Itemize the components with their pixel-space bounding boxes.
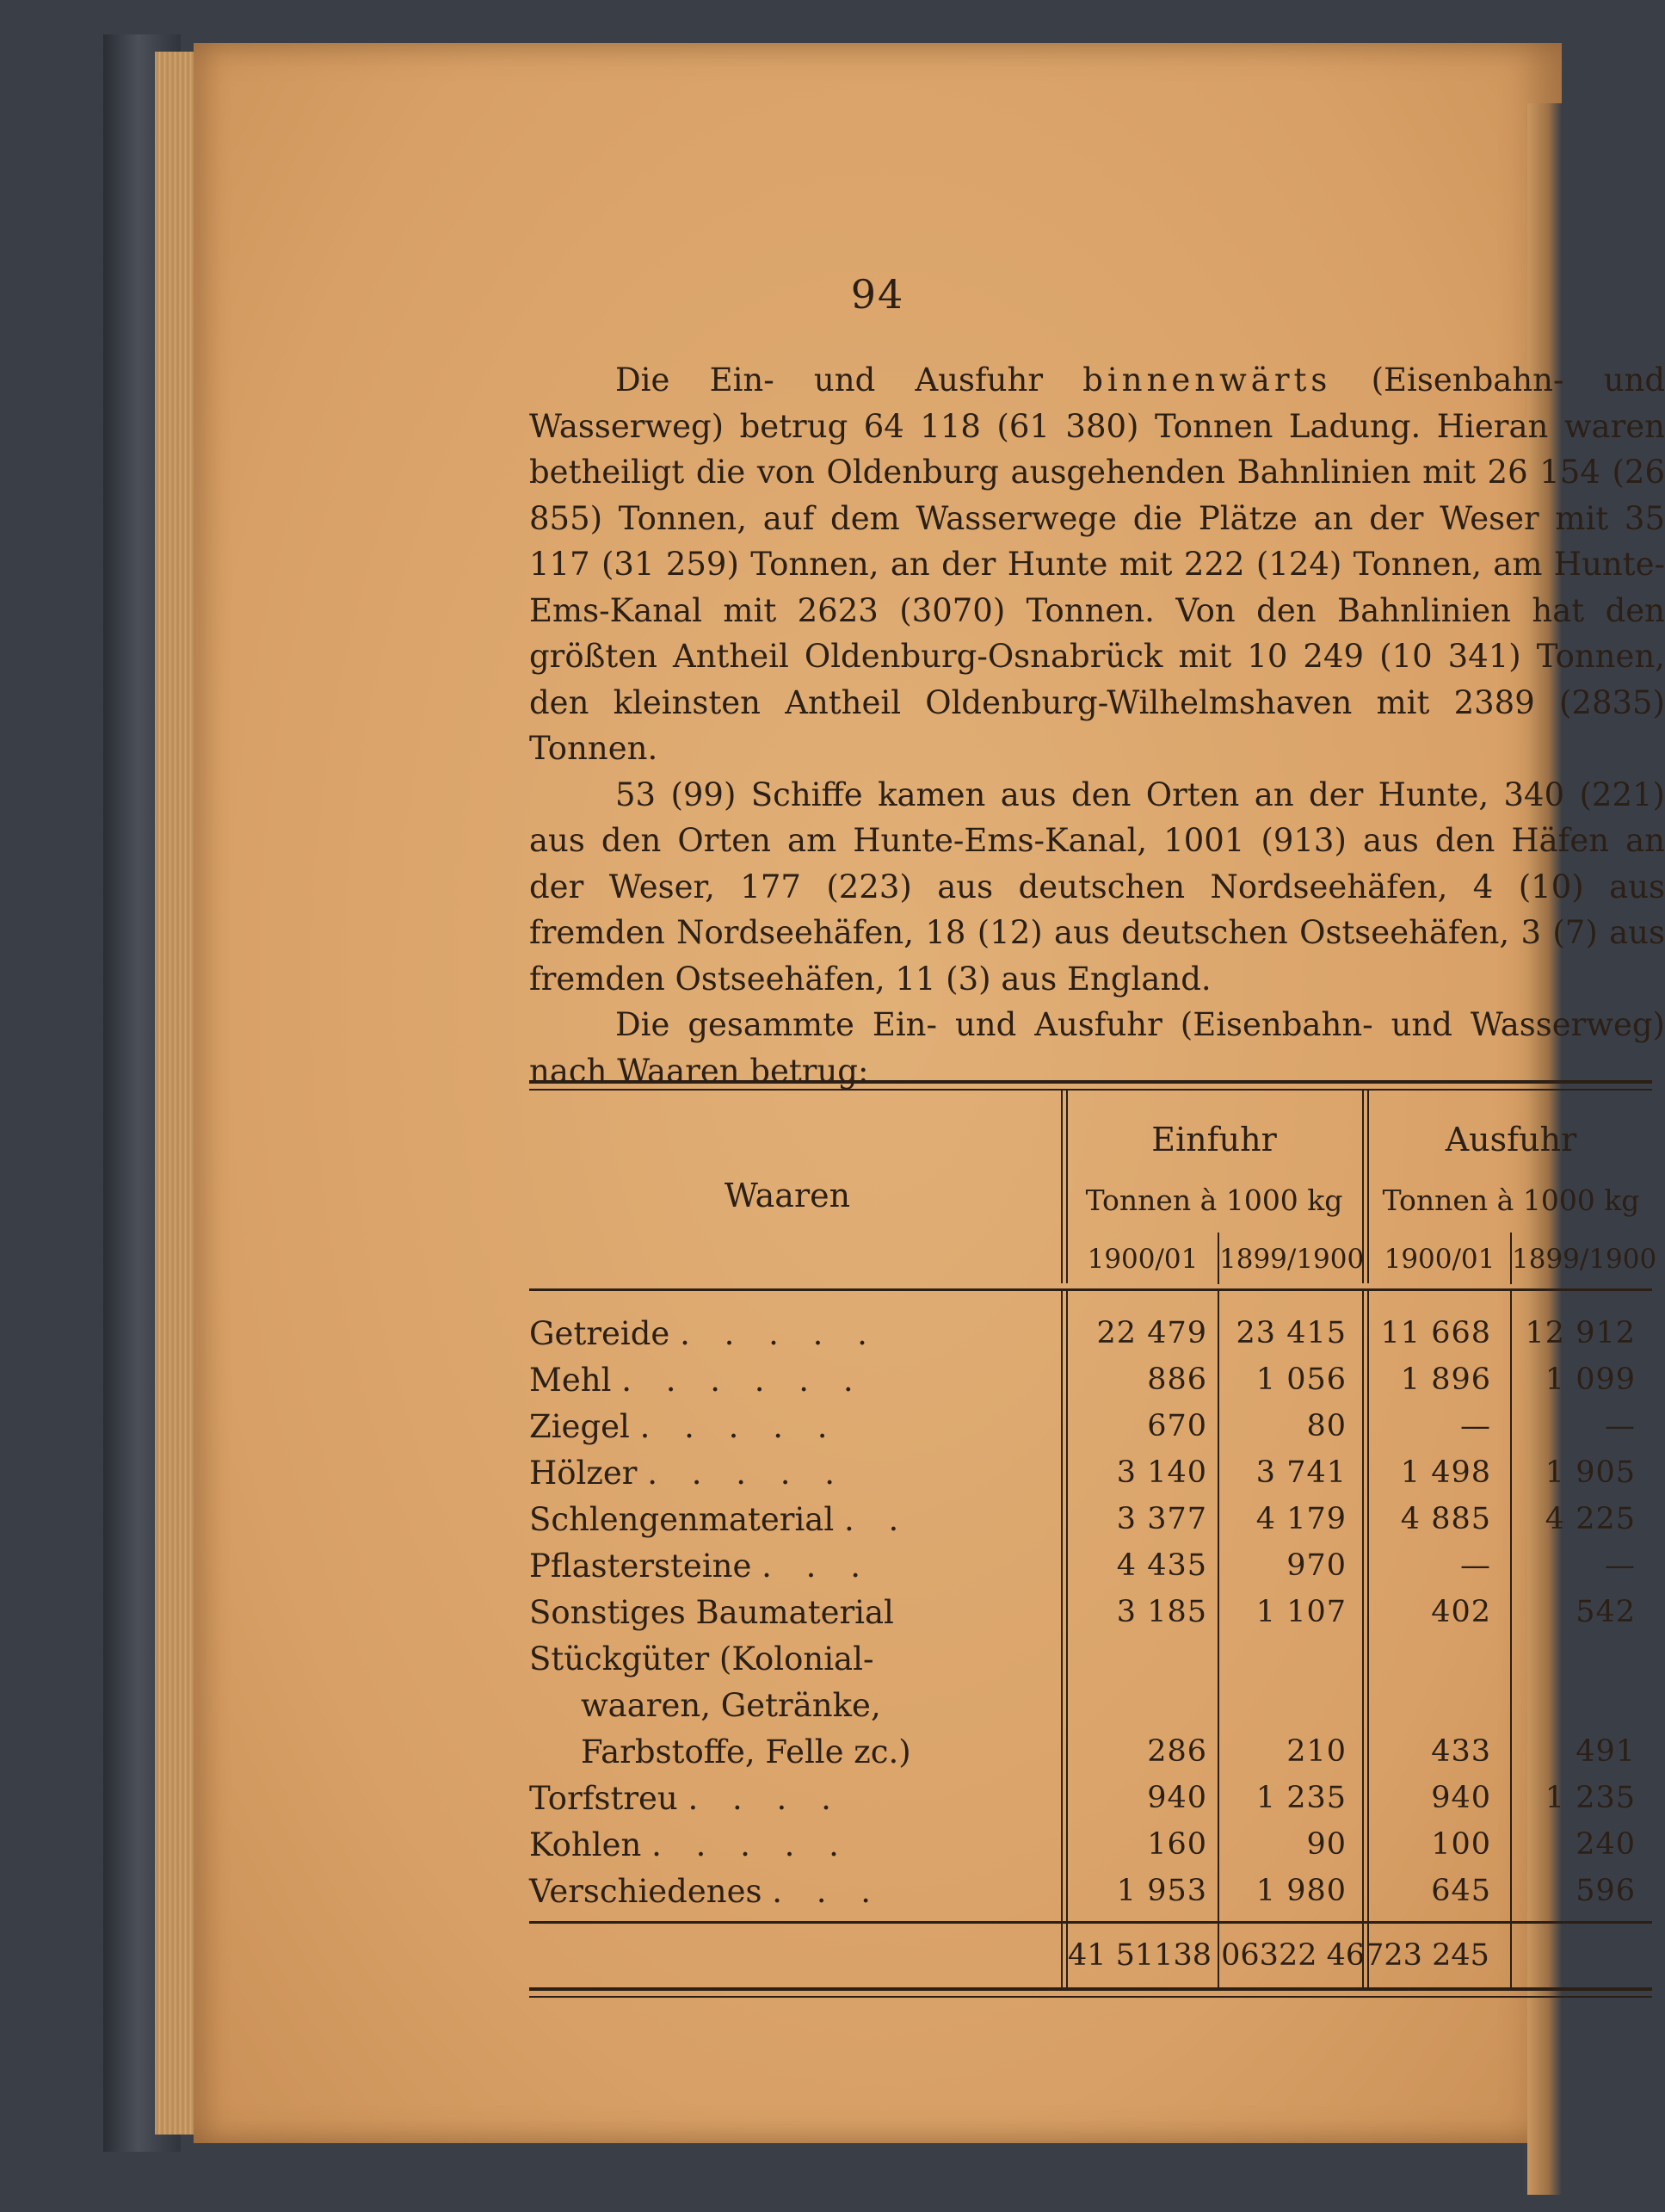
header-waaren: Waaren	[724, 1177, 851, 1214]
body-divider	[1218, 1291, 1219, 1921]
row-name-cell	[529, 1594, 1068, 1631]
totals-divider	[1510, 1924, 1512, 1987]
cell-einfuhr-1899: 1 235	[1255, 1781, 1347, 1815]
cell-einfuhr-1899: 23 415	[1236, 1316, 1347, 1350]
table-row	[529, 1310, 1652, 1356]
paragraph-3: Die gesammte Ein- und Ausfuhr (Eisenbahn- und Wasserweg) nach Waaren betrug:	[529, 1006, 1665, 1090]
table-row	[529, 1496, 1652, 1542]
table-row	[529, 1682, 1652, 1728]
cell-einfuhr-1900: 886	[1147, 1362, 1207, 1397]
row-leaders: . . . . .	[651, 1826, 851, 1863]
header-year-einfuhr-b: 1899/1900	[1219, 1244, 1365, 1275]
header-year-ausfuhr-a: 1900/01	[1384, 1244, 1495, 1275]
table-row	[529, 1635, 1652, 1682]
row-name-cell	[529, 1362, 1068, 1399]
cell-ausfuhr-1899: —	[1605, 1409, 1636, 1443]
cell-ausfuhr-1900: 433	[1431, 1734, 1491, 1769]
goods-table	[529, 1080, 1657, 1998]
paragraph-1-rest: (Eisenbahn- und Wasserweg) betrug 64 118 (61 380) Tonnen Ladung. Hieran waren betheiligt die von Oldenburg ausgehenden Bahnlinien mit 26 154 (26 855) Tonnen, auf dem Wasserwege die Plätze an der Weser mit 35 117 (31 259) Tonnen, an der Hunte mit 222 (124) Tonnen, am Hunte-Ems-Kanal mit 2623 (3070) Tonnen. Von den Bahnlinien hat den größten Antheil Oldenburg-Osnabrück mit 10 249 (10 341) Tonnen, den kleinsten Antheil Oldenburg-Wilhelmshaven mit 2389 (2835) Tonnen.	[529, 361, 1665, 767]
cell-einfuhr-1899: 90	[1306, 1827, 1347, 1862]
cell-einfuhr-1899: 1 107	[1255, 1595, 1347, 1629]
row-name: Getreide	[529, 1314, 670, 1352]
table-row	[529, 1542, 1652, 1589]
row-name: Mehl	[529, 1361, 612, 1399]
cell-einfuhr-1899: 80	[1306, 1409, 1347, 1443]
book-page	[194, 43, 1665, 2143]
cell-einfuhr-1899: 1 056	[1255, 1362, 1347, 1397]
row-leaders: . . .	[772, 1872, 884, 1910]
paragraph-1-spaced-word: binnenwärts	[1082, 361, 1332, 399]
cell-ausfuhr-1899: 596	[1576, 1874, 1636, 1908]
table-row	[529, 1356, 1652, 1403]
row-leaders: . .	[843, 1500, 911, 1538]
row-leaders: . . . .	[688, 1779, 843, 1817]
row-name-cell	[529, 1315, 1068, 1352]
row-leaders: . . . . .	[647, 1454, 848, 1492]
cell-einfuhr-1900: 1 953	[1116, 1874, 1207, 1908]
table-body	[529, 1291, 1652, 1921]
paragraph-1-lead: Die Ein- und Ausfuhr	[615, 361, 1083, 399]
row-leaders: . . . . .	[680, 1314, 879, 1352]
table-top-rule	[529, 1080, 1652, 1091]
cell-ausfuhr-1900: —	[1460, 1409, 1491, 1443]
cell-ausfuhr-1900: 940	[1431, 1781, 1491, 1815]
totals-block	[529, 1924, 1652, 1987]
cell-ausfuhr-1900: 1 896	[1400, 1362, 1491, 1397]
cell-einfuhr-1899: 4 179	[1255, 1502, 1347, 1536]
cell-einfuhr-1900: 286	[1147, 1734, 1207, 1769]
row-leaders: . . . . .	[639, 1407, 840, 1445]
cell-ausfuhr-1900: —	[1460, 1548, 1491, 1583]
cell-ausfuhr-1899: 240	[1576, 1827, 1636, 1862]
cell-ausfuhr-1899: 491	[1576, 1734, 1636, 1769]
totals-divider	[1061, 1924, 1068, 1987]
header-einfuhr: Einfuhr	[1151, 1121, 1277, 1159]
total-einfuhr-1900: 41 511	[1068, 1938, 1174, 1973]
cell-einfuhr-1900: 160	[1147, 1827, 1207, 1862]
row-name: Schlengenmaterial	[529, 1500, 835, 1538]
table-header	[529, 1091, 1657, 1288]
row-leaders: . . .	[762, 1547, 873, 1585]
body-divider	[1510, 1291, 1512, 1921]
cell-einfuhr-1899: 1 980	[1255, 1874, 1347, 1908]
row-name: Verschiedenes	[529, 1872, 762, 1910]
cell-ausfuhr-1899: —	[1605, 1548, 1636, 1583]
row-name: Torfstreu	[529, 1779, 678, 1817]
row-name: Hölzer	[529, 1454, 638, 1492]
row-name-cell	[529, 1873, 1068, 1910]
row-name: Sonstiges Baumaterial	[529, 1593, 894, 1631]
row-name: Farbstoffe, Felle zc.)	[581, 1733, 911, 1770]
cell-ausfuhr-1900: 4 885	[1400, 1502, 1491, 1536]
cell-einfuhr-1900: 670	[1147, 1409, 1207, 1443]
header-year-einfuhr-a: 1900/01	[1087, 1244, 1199, 1275]
total-ausfuhr-1900: 22 467	[1278, 1938, 1384, 1973]
table-row	[529, 1589, 1652, 1635]
cell-ausfuhr-1899: 1 099	[1545, 1362, 1636, 1397]
paragraph-1	[529, 357, 1665, 772]
table-row	[529, 1728, 1652, 1775]
row-name: Kohlen	[529, 1826, 642, 1863]
row-name-cell	[529, 1826, 1068, 1863]
cell-ausfuhr-1899: 4 225	[1545, 1502, 1636, 1536]
table-bottom-rule	[529, 1987, 1652, 1998]
cell-ausfuhr-1900: 1 498	[1400, 1455, 1491, 1490]
header-unit-einfuhr: Tonnen à 1000 kg	[1085, 1183, 1343, 1217]
row-name: Pflastersteine	[529, 1547, 752, 1585]
cell-einfuhr-1900: 940	[1147, 1781, 1207, 1815]
cell-einfuhr-1900: 3 377	[1116, 1502, 1207, 1536]
header-divider	[1061, 1091, 1068, 1283]
paragraph-2: 53 (99) Schiffe kamen aus den Orten an der Hunte, 340 (221) aus den Orten am Hunte-Ems-Kanal, 1001 (913) aus den Häfen an der Weser, 177 (223) aus deutschen Nordseehäfen, 4 (10) aus fremden Nordseehäfen, 18 (12) aus deutschen Ostseehäfen, 3 (7) aus fremden Ostseehäfen, 11 (3) aus England.	[529, 775, 1665, 998]
cell-einfuhr-1899: 3 741	[1255, 1455, 1347, 1490]
table-row	[529, 1868, 1652, 1914]
header-ausfuhr: Ausfuhr	[1445, 1121, 1577, 1159]
row-name-cell	[529, 1780, 1068, 1817]
row-name: waaren, Getränke,	[581, 1686, 881, 1724]
row-name-cell	[529, 1501, 1068, 1538]
cell-ausfuhr-1900: 645	[1431, 1874, 1491, 1908]
total-ausfuhr-1899: 23 245	[1384, 1938, 1489, 1973]
cell-einfuhr-1899: 970	[1286, 1548, 1347, 1583]
cell-ausfuhr-1900: 11 668	[1380, 1316, 1491, 1350]
header-year-ausfuhr-b: 1899/1900	[1512, 1244, 1657, 1275]
row-name-cell	[529, 1548, 1068, 1585]
row-name-cell	[529, 1455, 1068, 1492]
totals-divider	[1362, 1924, 1369, 1987]
table-row	[529, 1403, 1652, 1449]
cell-einfuhr-1900: 4 435	[1116, 1548, 1207, 1583]
body-divider	[1362, 1291, 1369, 1921]
cell-einfuhr-1900: 3 140	[1116, 1455, 1207, 1490]
row-leaders: . . . . . .	[621, 1361, 866, 1399]
table-row	[529, 1775, 1652, 1821]
total-einfuhr-1899: 38 063	[1173, 1938, 1279, 1973]
row-name-cell	[529, 1408, 1068, 1445]
cell-einfuhr-1900: 22 479	[1096, 1316, 1207, 1350]
page-number: 94	[850, 271, 905, 318]
cell-ausfuhr-1899: 542	[1576, 1595, 1636, 1629]
cell-ausfuhr-1899: 1 905	[1545, 1455, 1636, 1490]
table-row	[529, 1449, 1652, 1496]
totals-divider	[1218, 1924, 1219, 1987]
cell-ausfuhr-1900: 100	[1431, 1827, 1491, 1862]
body-text	[529, 357, 1665, 1094]
table-row	[529, 1821, 1652, 1868]
row-name: Ziegel	[529, 1407, 630, 1445]
cell-einfuhr-1899: 210	[1286, 1734, 1347, 1769]
cell-ausfuhr-1900: 402	[1431, 1595, 1491, 1629]
cell-ausfuhr-1899: 1 235	[1545, 1781, 1636, 1815]
totals-row	[529, 1924, 1652, 1987]
header-unit-ausfuhr: Tonnen à 1000 kg	[1382, 1183, 1640, 1217]
cell-ausfuhr-1899: 12 912	[1525, 1316, 1636, 1350]
cell-einfuhr-1900: 3 185	[1116, 1595, 1207, 1629]
row-name: Stückgüter (Kolonial-	[529, 1640, 874, 1678]
